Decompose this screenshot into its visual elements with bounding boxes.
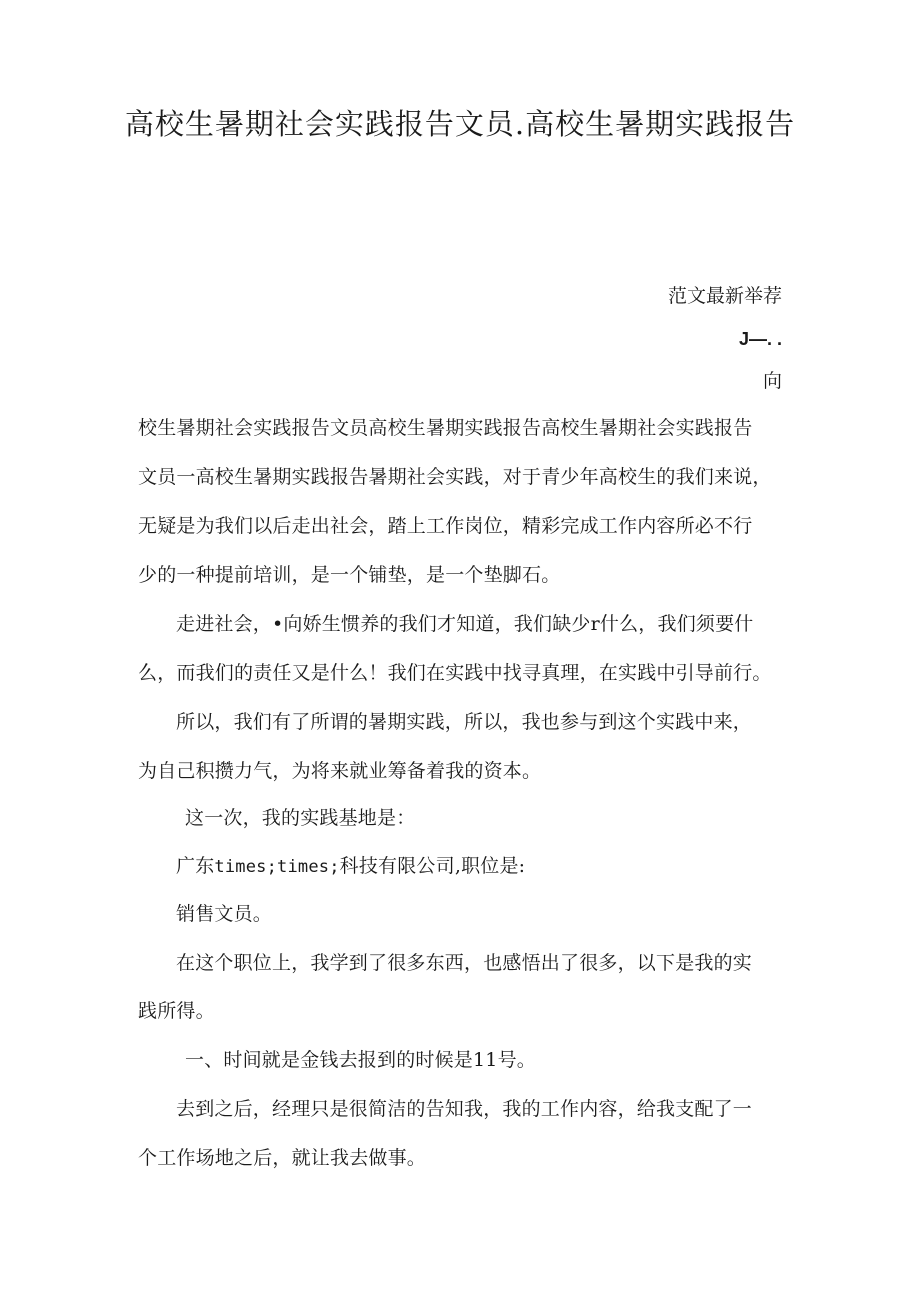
- paragraph-line: 校生暑期社会实践报告文员高校生暑期实践报告高校生暑期社会实践报告: [138, 417, 753, 439]
- paragraph-line: 销售文员。: [176, 903, 273, 925]
- paragraph-line: 这一次，我的实践基地是：: [185, 807, 416, 829]
- paragraph-line: 少的一种提前培训，是一个铺垫，是一个垫脚石。: [138, 564, 561, 586]
- company-line: [176, 852, 525, 881]
- paragraph-line: 去到之后，经理只是很简洁的告知我，我的工作内容，给我支配了一: [176, 1098, 753, 1120]
- section-heading: 一、时间就是金钱去报到的时候是11号。: [185, 1049, 536, 1071]
- page-title: 高校生暑期社会实践报告文员.高校生暑期实践报告: [124, 107, 796, 141]
- paragraph-line: 为自己积攒力气，为将来就业筹备着我的资本。: [138, 760, 542, 782]
- recommend-label: 范文最新举荐: [667, 285, 782, 307]
- paragraph-line: 所以，我们有了所谓的暑期实践，所以，我也参与到这个实践中来，: [176, 711, 753, 733]
- paragraph-line: 在这个职位上，我学到了很多东西，也感悟出了很多，以下是我的实: [176, 952, 753, 974]
- meta-fragment: 向: [762, 370, 782, 392]
- company-code: times;times;: [214, 857, 340, 877]
- paragraph-line: 无疑是为我们以后走出社会，踏上工作岗位，精彩完成工作内容所必不行: [138, 515, 753, 537]
- paragraph-line: 走进社会，•向娇生惯养的我们才知道，我们缺少r什么，我们须要什: [176, 613, 754, 635]
- paragraph-line: 践所得。: [138, 1000, 215, 1022]
- paragraph-line: 文员一高校生暑期实践报告暑期社会实践，对于青少年高校生的我们来说，: [138, 466, 772, 488]
- meta-mark: J—. .: [738, 329, 782, 349]
- paragraph-line: 个工作场地之后，就让我去做事。: [138, 1147, 427, 1169]
- company-prefix: 广东: [176, 855, 215, 877]
- company-suffix: 科技有限公司,职位是:: [339, 855, 526, 877]
- paragraph-line: 么，而我们的责任又是什么！我们在实践中找寻真理，在实践中引导前行。: [138, 662, 772, 684]
